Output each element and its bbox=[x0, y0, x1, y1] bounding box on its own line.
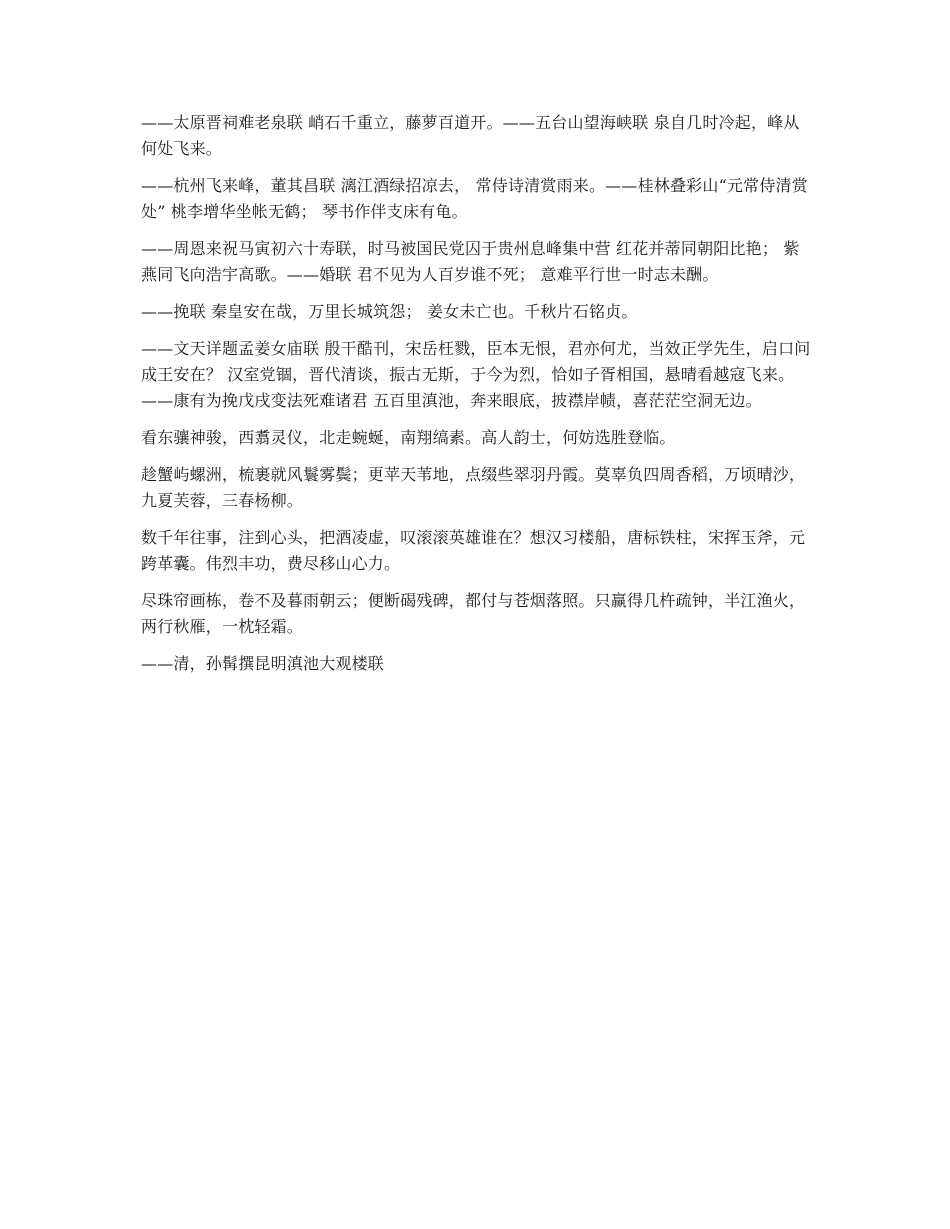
paragraph-5: ——文天详题孟姜女庙联 殷干酷刊，宋岳枉戮，臣本无恨，君亦何尤，当效正学先生，启口问成王安在？ 汉室党锢，晋代清谈，振古无斯，于今为烈，恰如子胥相国，悬晴看越寇飞来。 ——康有为挽戊戌变法死难诸君 五百里滇池，奔来眼底，披襟岸帻，喜茫茫空洞无边。 bbox=[141, 339, 811, 410]
paragraph-3: ——周恩来祝马寅初六十寿联，时马被国民党囚于贵州息峰集中营 红花并蒂同朝阳比艳； 紫燕同飞向浩宇高歌。——婚联 君不见为人百岁谁不死； 意难平行世一时志未酬。 bbox=[141, 239, 800, 284]
paragraph-8: 数千年往事，注到心头，把酒凌虚，叹滚滚英雄谁在？想汉习楼船，唐标铁柱，宋挥玉斧，元跨革囊。伟烈丰功，费尽移山心力。 bbox=[141, 528, 806, 573]
paragraph-7: 趁蟹屿螺洲，梳裹就风鬟雾鬓；更苹天苇地，点缀些翠羽丹霞。莫辜负四周香稻，万顷晴沙，九夏芙蓉，三春杨柳。 bbox=[141, 465, 806, 510]
paragraph-9: 尽珠帘画栋，卷不及暮雨朝云；便断碣残碑，都付与苍烟落照。只赢得几杵疏钟，半江渔火，两行秋雁，一枕轻霜。 bbox=[141, 591, 806, 636]
paragraph-6: 看东骧神骏，西翥灵仪，北走蜿蜒，南翔缟素。高人韵士，何妨选胜登临。 bbox=[141, 428, 676, 447]
document-body bbox=[141, 110, 813, 688]
paragraph-4: ——挽联 秦皇安在哉，万里长城筑怨； 姜女未亡也。千秋片石铭贞。 bbox=[141, 302, 638, 321]
paragraph-1: ——太原晋祠难老泉联 峭石千重立，藤萝百道开。——五台山望海峡联 泉自几时冷起，峰从何处飞来。 bbox=[141, 113, 800, 158]
paragraph-2: ——杭州飞来峰，董其昌联 漓江酒绿招凉去， 常侍诗清赏雨来。——桂林叠彩山“元常侍清赏处” 桃李增华坐帐无鹤； 琴书作伴支床有龟。 bbox=[141, 176, 808, 221]
paragraph-10: ——清，孙髯撰昆明滇池大观楼联 bbox=[141, 654, 385, 673]
